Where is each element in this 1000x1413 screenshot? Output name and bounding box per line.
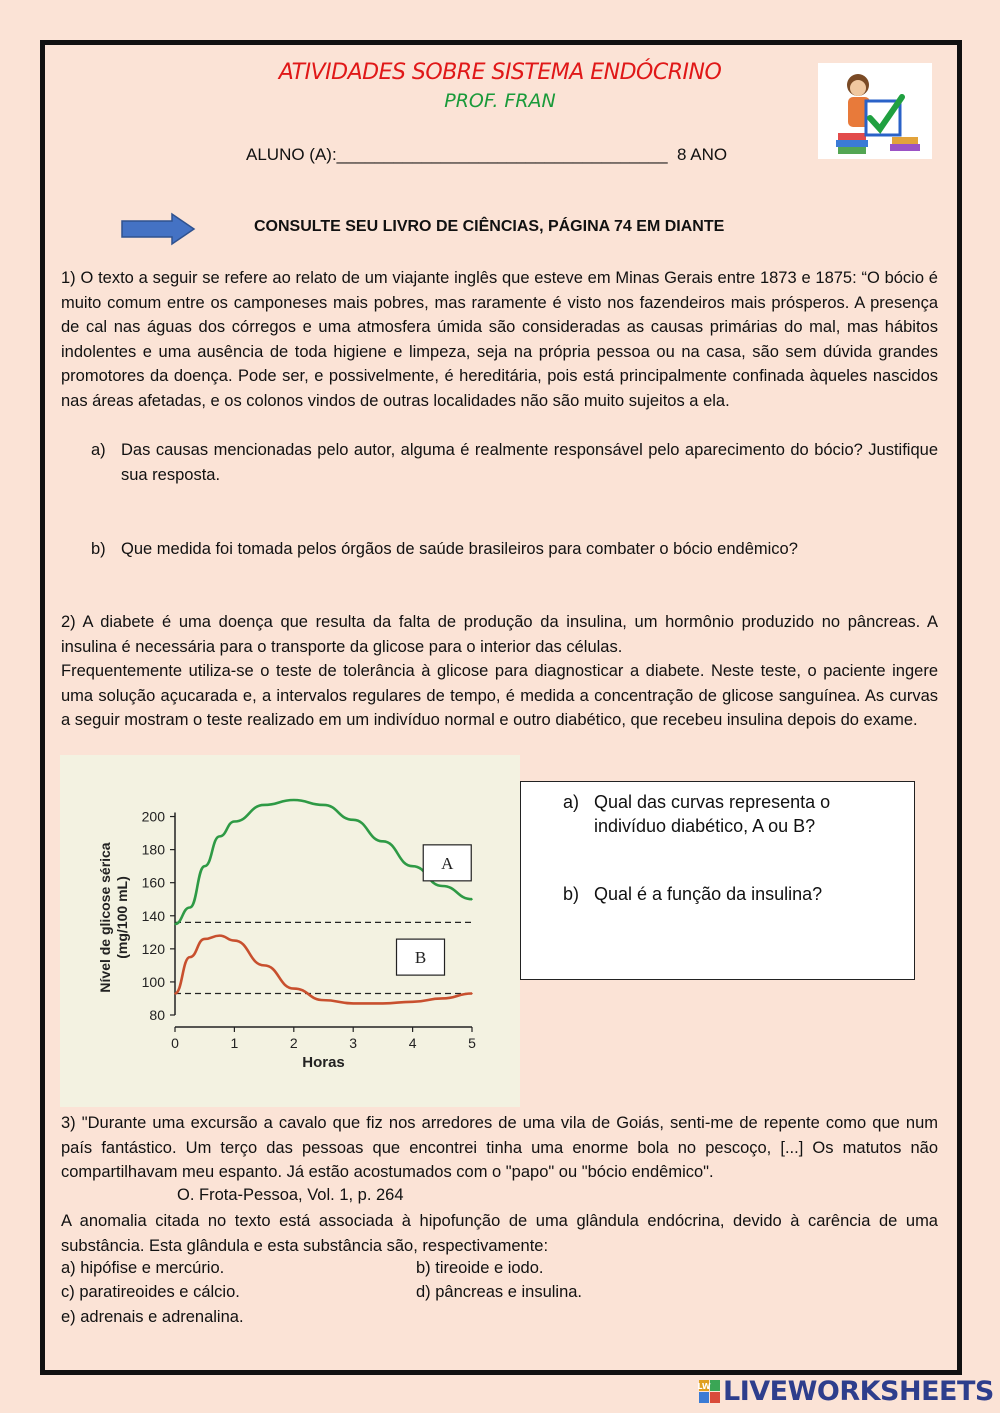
teacher-name: PROF. FRAN [444,90,556,112]
point-A [442,885,444,887]
x-tick-label: 3 [349,1035,358,1051]
teacher-logo-illustration [818,63,932,159]
x-tick-label: 4 [408,1035,417,1051]
option-b[interactable]: b) tireoide e iodo. [416,1259,544,1277]
point-B [471,993,473,995]
q1-item-a: a) Das causas mencionadas pelo autor, alguma é realmente responsável pelo aparecimento do bócio? Justifique sua resposta. [91,441,938,484]
y-tick-label: 140 [141,907,165,924]
q1-item-b: b) Que medida foi tomada pelos órgãos de saúde brasileiros para combater o bócio endêmico? [91,540,798,558]
y-tick-label: 160 [141,874,165,891]
point-B [382,1003,384,1005]
liveworksheets-logo-icon [699,1380,721,1404]
point-B [293,988,295,990]
point-A [234,821,236,823]
point-A [323,804,325,806]
point-B [219,935,221,937]
grade-label: 8 ANO [677,145,728,164]
x-tick-label: 5 [468,1035,476,1051]
x-tick-label: 1 [230,1035,239,1051]
point-B [204,938,206,940]
series-label-A: A [441,853,454,873]
q3-question: A anomalia citada no texto está associada à hipofunção de uma glândula endócrina, devido à carência de uma substância. Esta glândula e esta substância são, respectivamente: [61,1212,938,1255]
y-tick-label: 120 [141,940,165,957]
glucose-chart [60,755,520,1107]
student-name-line[interactable]: ALUNO (A):___________________________________ 8 ANO [246,145,728,164]
option-e[interactable]: e) adrenais e adrenalina. [61,1308,244,1326]
q2-text: Frequentemente utiliza-se o teste de tolerância à glicose para diagnosticar a diabete. Neste teste, o paciente ingere uma solução açucarada e, a intervalos regulares de tempo, é medida a concentração de glicose sanguínea. As curvas a seguir mostram o teste realizado em um indivíduo normal e outro diabético, que recebeu insulina depois do exame. [61,662,938,730]
x-axis-title: Horas [302,1054,345,1071]
point-B [189,956,191,958]
y-tick-label: 180 [141,841,165,858]
consult-instruction: CONSULTE SEU LIVRO DE CIÊNCIAS, PÁGINA 74 EM DIANTE [254,218,725,235]
q2-a-text: Qual das curvas representa o indivíduo diabético, A ou B? [594,792,831,836]
point-B [263,965,265,967]
q2-a-label: a) [563,792,580,812]
option-c[interactable]: c) paratireoides e cálcio. [61,1283,240,1301]
point-A [219,836,221,838]
series-label-B: B [414,948,427,968]
q3-source: O. Frota-Pessoa, Vol. 1, p. 264 [177,1186,404,1204]
arrow-right-icon [120,212,196,246]
q3-text: 3) "Durante uma excursão a cavalo que fiz nos arredores de uma vila de Goiás, senti-me de repente como que num país fantástico. Um terço das pessoas que encontrei tinha uma enorme bola no pescoço, [...] Os matutos não compartilhavam meu espanto. Já estão acostumados com o "papo" ou "bócio endêmico". [61,1114,938,1182]
y-axis-title: Nível de glicose sérica [97,842,113,993]
point-A [174,923,176,925]
point-A [412,865,414,867]
q1-text: 1) O texto a seguir se refere ao relato de um viajante inglês que esteve em Minas Gerais entre 1873 e 1875: “O bócio é muito comum entre os camponeses mais pobres, mas raramente é visto nos fazendeiros mais prósperos. A presença de cal nas águas dos córregos e uma atmosfera úmida são consideradas as causas primárias do mal, mas hábitos indolentes e uma ausência de toda higiene e limpeza, seja na própria pessoa ou na casa, são sem dúvida grandes promotores da doença. Pode ser, e possivelmente, é hereditária, pois está principalmente confinada àqueles nascidos nas áreas afetadas, e os colonos vindos de outras localidades não são muito sujeitos a ela. [61,269,938,410]
glucose-chart-svg [60,755,520,1107]
option-d[interactable]: d) pâncreas e insulina. [416,1283,583,1301]
point-A [263,804,265,806]
y-axis-title-units: (mg/100 mL) [114,876,130,959]
point-B [352,1003,354,1005]
q2-intro: 2) A diabete é uma doença que resulta da falta de produção da insulina, um hormônio produzido no pâncreas. A insulina é necessária para o transporte da glicose para o interior das células. [61,613,938,656]
q2-question-box [520,781,915,980]
point-A [352,819,354,821]
point-B [442,998,444,1000]
q2-b-text: Qual é a função da insulina? [594,884,823,904]
point-A [204,865,206,867]
y-tick-label: 80 [149,1007,165,1023]
svg-text:LW: LW [697,1382,711,1391]
point-A [382,841,384,843]
point-B [323,999,325,1001]
point-A [189,907,191,909]
x-tick-label: 2 [289,1035,298,1051]
y-tick-label: 200 [141,808,165,825]
point-B [412,1001,414,1003]
point-B [174,993,176,995]
x-tick-label: 0 [171,1035,179,1051]
q2-b-label: b) [563,884,580,904]
point-A [293,799,295,801]
point-B [234,940,236,942]
point-A [471,898,473,900]
y-tick-label: 100 [141,973,165,990]
worksheet-title: ATIVIDADES SOBRE SISTEMA ENDÓCRINO [278,60,722,85]
q1-answer-b-area[interactable] [91,565,938,605]
option-a[interactable]: a) hipófise e mercúrio. [61,1259,225,1277]
liveworksheets-brand: LIVEWORKSHEETS [723,1376,994,1407]
q1-answer-a-area[interactable] [91,490,938,538]
